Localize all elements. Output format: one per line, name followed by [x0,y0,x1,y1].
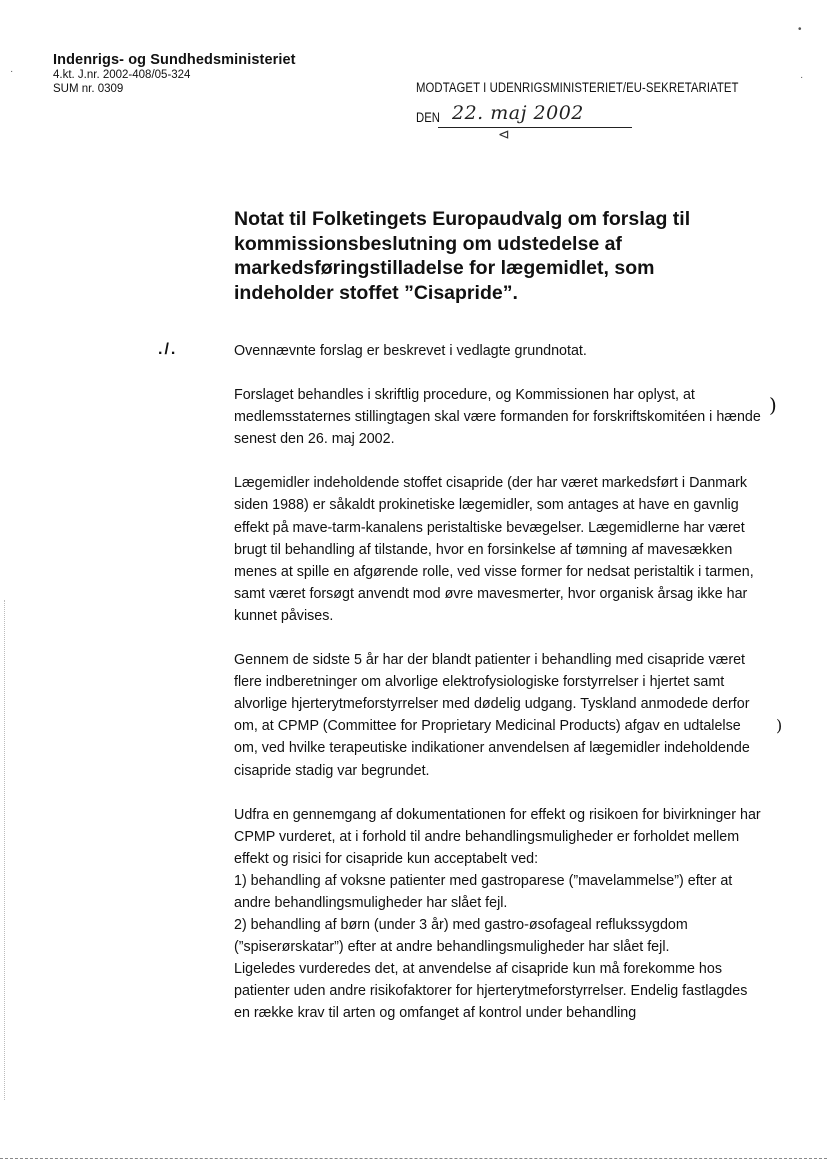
paragraph-5-item-1: 1) behandling af voksne patienter med gastroparese (”mavelammelse”) efter at andre behandlingsmuligheder har slået fejl. [234,872,733,911]
paragraph-1: Ovennævnte forslag er beskrevet i vedlagte grundnotat. [234,343,587,359]
document-body [234,340,764,1025]
handwritten-mark: ⊲ [498,126,510,142]
scan-speck-icon: · [10,66,14,77]
scan-bottom-edge [0,1158,827,1159]
journal-number: 4.kt. J.nr. 2002-408/05-324 [53,69,191,81]
scan-speck-icon: · [800,72,804,83]
punch-hole-mark-icon: ) [769,393,777,417]
paragraph-5-continuation: Ligeledes vurderedes det, at anvendelse af cisapride kun må forekomme hos patienter uden andre risikofaktorer for hjerterytmeforstyrrelser. Endelig fastlagdes en række krav til arten og omfanget af kontrol under behandling [234,961,748,1022]
paragraph-2: Forslaget behandles i skriftlig procedure, og Kommissionen har oplyst, at medlemsstaternes stillingtagen skal være formanden for forskriftskomitéen i hænde senest den 26. maj 2002. [234,387,761,448]
stamp-date-line [438,127,632,128]
received-stamp [416,80,800,142]
paragraph-5: Udfra en gennemgang af dokumentationen for effekt og risikoen for bivirkninger har CPMP vurderet, at i forhold til andre behandlingsmuligheder er forholdet mellem effekt og risici for cisapride kun acceptabelt ved: [234,806,761,867]
paragraph-3: Lægemidler indeholdende stoffet cisapride (der har været markedsført i Danmark siden 1988) er såkaldt prokinetiske lægemidler, som antages at have en gavnlig effekt på mave-tarm-kanalens peristaltiske bevægelser. Lægemidlerne har været brugt til behandling af tilstande, hvor en forsinkelse af tømning af mavesækken menes at spille en afgørende rolle, ved visse former for nedsat peristaltik i tarmen, samt været forsøgt anvendt mod øvre mavesmerter, hvor organisk årsag ikke har kunnet påvises. [234,475,754,624]
stamp-title: MODTAGET I UDENRIGSMINISTERIET/EU-SEKRETARIATET [416,80,739,95]
scan-speck-icon: • [798,24,802,35]
document-title: Notat til Folketingets Europaudvalg om forslag til kommissionsbeslutning om udstedelse af markedsføringstilladelse for lægemidlet, som indeholder stoffet ”Cisapride”. [234,208,691,304]
punch-hole-mark-icon: ) [776,716,783,735]
ministry-name: Indenrigs- og Sundhedsministeriet [53,52,296,68]
paragraph-4: Gennem de sidste 5 år har der blandt patienter i behandling med cisapride været flere indberetninger om alvorlige elektrofysiologiske forstyrrelser i hjertet samt alvorlige hjerterytmeforstyrrelser med dødelig udgang. Tyskland anmodede derfor om, at CPMP (Committee for Proprietary Medicinal Products) afgav en udtalelse om, ved hvilke terapeutiske indikationer anvendelsen af lægemidler indeholdende cisapride stadig var begrundet. [234,652,750,779]
sum-number: SUM nr. 0309 [53,83,124,95]
stamp-den-label: DEN [416,110,440,125]
scan-edge-line [4,600,6,1100]
handwritten-date: 22. maj 2002 [452,102,584,124]
stamp-date [416,102,636,142]
paragraph-5-item-2: 2) behandling af børn (under 3 år) med gastro-øsofageal reflukssygdom (”spiserørskatar”) efter at andre behandlingsmuligheder har slået fejl. [234,917,688,956]
sender-header [53,52,296,96]
margin-annotation: ./. [158,341,178,358]
